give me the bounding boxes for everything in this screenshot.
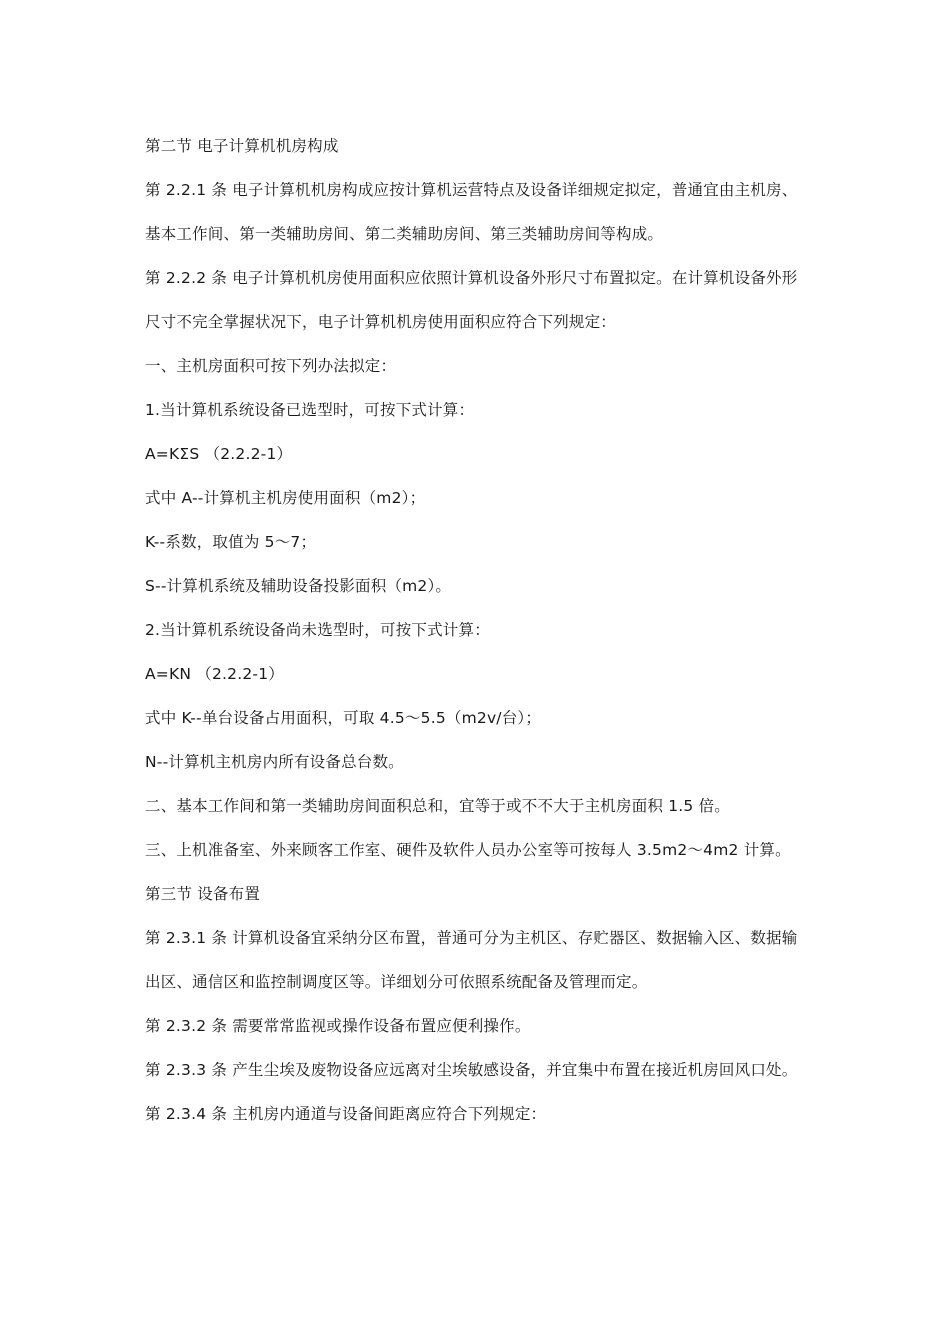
formula-2: A=KN （2.2.2-1） xyxy=(145,665,284,683)
article-2-3-3: 第 2.3.3 条 产生尘埃及废物设备应远离对尘埃敏感设备，并宜集中布置在接近机房回风口处。 xyxy=(145,1061,798,1079)
list-item-office-area: 三、上机准备室、外来顾客工作室、硬件及软件人员办公室等可按每人 3.5m2～4m2 计算。 xyxy=(145,841,791,859)
section-heading-2: 第二节 电子计算机机房构成 xyxy=(145,137,339,155)
article-2-3-1: 第 2.3.1 条 计算机设备宜采纳分区布置，普通可分为主机区、存贮器区、数据输入区、数据输出区、通信区和监控制调度区等。详细划分可依照系统配备及管理而定。 xyxy=(145,929,798,991)
article-2-3-2: 第 2.3.2 条 需要常常监视或操作设备布置应便利操作。 xyxy=(145,1017,531,1035)
formula-definition-k-unit: 式中 K--单台设备占用面积，可取 4.5～5.5（m2v/台）； xyxy=(145,709,542,727)
article-2-2-1: 第 2.2.1 条 电子计算机机房构成应按计算机运营特点及设备详细规定拟定，普通宜由主机房、基本工作间、第一类辅助房间、第二类辅助房间、第三类辅助房间等构成。 xyxy=(145,181,798,243)
article-2-2-2: 第 2.2.2 条 电子计算机机房使用面积应依照计算机设备外形尺寸布置拟定。在计算机设备外形尺寸不完全掌握状况下，电子计算机机房使用面积应符合下列规定： xyxy=(145,269,798,331)
section-heading-3: 第三节 设备布置 xyxy=(145,885,261,903)
list-item-selected-equipment: 1.当计算机系统设备已选型时，可按下式计算： xyxy=(145,401,475,419)
formula-1: A=KΣS （2.2.2-1） xyxy=(145,445,293,463)
formula-definition-n: N--计算机主机房内所有设备总台数。 xyxy=(145,753,404,771)
document-body xyxy=(145,124,810,1136)
article-2-3-4: 第 2.3.4 条 主机房内通道与设备间距离应符合下列规定： xyxy=(145,1105,547,1123)
formula-definition-k: K--系数，取值为 5～7； xyxy=(145,533,317,551)
formula-definition-a: 式中 A--计算机主机房使用面积（m2）； xyxy=(145,489,426,507)
list-item-basic-work-area: 二、基本工作间和第一类辅助房间面积总和，宜等于或不不大于主机房面积 1.5 倍。 xyxy=(145,797,731,815)
list-item-unselected-equipment: 2.当计算机系统设备尚未选型时，可按下式计算： xyxy=(145,621,490,639)
formula-definition-s: S--计算机系统及辅助设备投影面积（m2）。 xyxy=(145,577,452,595)
list-item-main-room-area: 一、主机房面积可按下列办法拟定： xyxy=(145,357,397,375)
